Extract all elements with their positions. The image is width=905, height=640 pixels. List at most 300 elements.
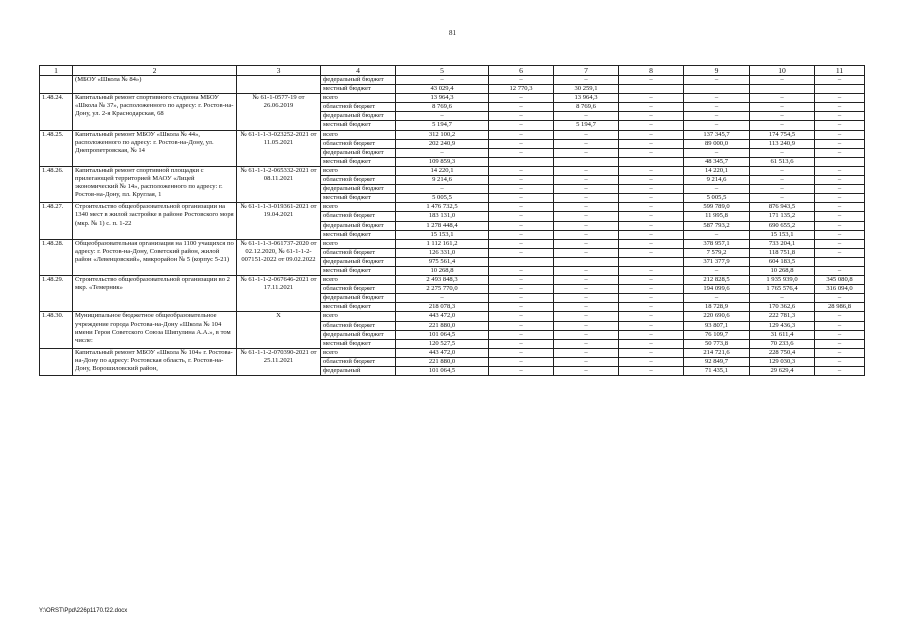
amount-cell: – — [554, 185, 619, 194]
funding-source-label: федеральный бюджет — [321, 185, 396, 194]
amount-cell: – — [554, 194, 619, 203]
amount-cell: – — [489, 248, 554, 257]
amount-cell: – — [815, 230, 865, 239]
amount-cell: – — [750, 112, 815, 121]
amount-cell: – — [684, 230, 750, 239]
amount-cell: – — [619, 148, 684, 157]
amount-cell: – — [396, 76, 489, 85]
amount-cell: – — [554, 330, 619, 339]
amount-cell: – — [396, 148, 489, 157]
amount-cell: 61 513,6 — [750, 157, 815, 166]
funding-source-label: федеральный бюджет — [321, 257, 396, 266]
amount-cell: – — [750, 176, 815, 185]
amount-cell: – — [815, 185, 865, 194]
amount-cell: – — [554, 221, 619, 230]
amount-cell: – — [815, 266, 865, 275]
amount-cell: – — [554, 248, 619, 257]
amount-cell: 109 859,3 — [396, 157, 489, 166]
amount-cell: – — [684, 76, 750, 85]
amount-cell: 129 436,3 — [750, 321, 815, 330]
budget-table — [39, 65, 865, 376]
amount-cell: – — [554, 303, 619, 312]
funding-source-label: областной бюджет — [321, 285, 396, 294]
amount-cell: 137 345,7 — [684, 130, 750, 139]
amount-cell: 76 109,7 — [684, 330, 750, 339]
funding-source-label: всего — [321, 203, 396, 212]
amount-cell: – — [815, 194, 865, 203]
table-row — [40, 312, 865, 321]
amount-cell: 220 690,6 — [684, 312, 750, 321]
amount-cell: – — [619, 367, 684, 376]
amount-cell: – — [619, 321, 684, 330]
amount-cell: – — [489, 285, 554, 294]
amount-cell: – — [489, 230, 554, 239]
table-row — [40, 276, 865, 285]
amount-cell: – — [489, 139, 554, 148]
amount-cell: – — [684, 112, 750, 121]
amount-cell: 93 807,1 — [684, 321, 750, 330]
item-name: Строительство общеобразовательной организации на 1340 мест в жилой застройке в районе Ростовского моря (мкр. № 1) с. п. 1-22 — [73, 203, 237, 239]
amount-cell: – — [489, 185, 554, 194]
amount-cell: 30 259,1 — [554, 85, 619, 94]
funding-source-label: всего — [321, 239, 396, 248]
table-row — [40, 76, 865, 85]
item-name: Строительство общеобразовательной организации во 2 мкр. «Темерник» — [73, 276, 237, 312]
amount-cell: 218 078,3 — [396, 303, 489, 312]
amount-cell — [815, 157, 865, 166]
amount-cell: – — [489, 239, 554, 248]
funding-source-label: федеральный — [321, 367, 396, 376]
amount-cell — [554, 257, 619, 266]
amount-cell: 312 100,2 — [396, 130, 489, 139]
amount-cell: 221 880,0 — [396, 321, 489, 330]
amount-cell: 7 579,2 — [684, 248, 750, 257]
table-row — [40, 166, 865, 175]
amount-cell: 5 194,7 — [554, 121, 619, 130]
item-document: № 61-1-1-2-067646-2021 от 17.11.2021 — [237, 276, 321, 312]
amount-cell: – — [489, 330, 554, 339]
amount-cell: 212 828,5 — [684, 276, 750, 285]
item-document: № 61-1-1-3-061737-2020 от 02.12.2020, № 61-1-1-2-007151-2022 от 09.02.2022 — [237, 239, 321, 275]
funding-source-label: всего — [321, 312, 396, 321]
amount-cell: – — [554, 203, 619, 212]
amount-cell: – — [554, 76, 619, 85]
amount-cell: – — [619, 166, 684, 175]
funding-source-label: областной бюджет — [321, 357, 396, 366]
amount-cell: – — [489, 294, 554, 303]
amount-cell: 48 345,7 — [684, 157, 750, 166]
funding-source-label: областной бюджет — [321, 321, 396, 330]
amount-cell: – — [554, 312, 619, 321]
amount-cell: – — [750, 166, 815, 175]
table-row — [40, 239, 865, 248]
funding-source-label: областной бюджет — [321, 212, 396, 221]
item-name: Капитальный ремонт МБОУ «Школа № 104» г. Ростова-на-Дону по адресу: Ростовская область, г. Ростов-на-Дону, Ворошиловский район, — [73, 348, 237, 375]
item-number: 1.48.24. — [40, 94, 73, 130]
amount-cell: – — [815, 121, 865, 130]
amount-cell: – — [815, 94, 865, 103]
amount-cell: 1 476 732,5 — [396, 203, 489, 212]
amount-cell: – — [489, 357, 554, 366]
item-number: 1.48.29. — [40, 276, 73, 312]
amount-cell: – — [750, 294, 815, 303]
amount-cell: – — [554, 230, 619, 239]
amount-cell: 222 781,3 — [750, 312, 815, 321]
amount-cell: – — [554, 339, 619, 348]
amount-cell: – — [489, 76, 554, 85]
amount-cell: – — [619, 139, 684, 148]
amount-cell: – — [619, 348, 684, 357]
amount-cell: – — [815, 221, 865, 230]
amount-cell: – — [619, 357, 684, 366]
amount-cell: – — [750, 148, 815, 157]
amount-cell: – — [684, 266, 750, 275]
amount-cell: – — [554, 239, 619, 248]
column-header: 3 — [237, 66, 321, 76]
amount-cell: – — [815, 294, 865, 303]
amount-cell: – — [554, 112, 619, 121]
amount-cell: – — [684, 148, 750, 157]
amount-cell: 101 064,5 — [396, 330, 489, 339]
funding-source-label: всего — [321, 166, 396, 175]
funding-source-label: местный бюджет — [321, 194, 396, 203]
amount-cell: – — [815, 357, 865, 366]
amount-cell: 183 131,0 — [396, 212, 489, 221]
amount-cell: – — [815, 239, 865, 248]
amount-cell: 443 472,0 — [396, 348, 489, 357]
amount-cell: 18 728,9 — [684, 303, 750, 312]
funding-source-label: местный бюджет — [321, 230, 396, 239]
item-name: Муниципальное бюджетное общеобразовательное учреждение города Ростова-на-Дону «Школа № 104 имени Героя Советского Союза Шипулина А.А.», в том числе: — [73, 312, 237, 348]
amount-cell: – — [815, 139, 865, 148]
amount-cell — [554, 157, 619, 166]
amount-cell: – — [489, 266, 554, 275]
amount-cell: 371 377,9 — [684, 257, 750, 266]
footer-file-path: Y:\ORST\Ppd\226p1170.f22.docx — [39, 608, 128, 614]
amount-cell — [619, 157, 684, 166]
item-number: 1.48.27. — [40, 203, 73, 239]
amount-cell: 120 527,5 — [396, 339, 489, 348]
amount-cell: – — [554, 139, 619, 148]
amount-cell: 92 849,7 — [684, 357, 750, 366]
funding-source-label: всего — [321, 130, 396, 139]
amount-cell: – — [619, 294, 684, 303]
amount-cell: – — [489, 176, 554, 185]
funding-source-label: всего — [321, 94, 396, 103]
funding-source-label: местный бюджет — [321, 85, 396, 94]
amount-cell: 31 611,4 — [750, 330, 815, 339]
amount-cell: 15 153,1 — [396, 230, 489, 239]
funding-source-label: федеральный бюджет — [321, 76, 396, 85]
table-row — [40, 94, 865, 103]
amount-cell: – — [554, 176, 619, 185]
funding-source-label: федеральный бюджет — [321, 330, 396, 339]
amount-cell: – — [489, 148, 554, 157]
amount-cell: 14 220,1 — [396, 166, 489, 175]
amount-cell: – — [815, 130, 865, 139]
amount-cell: 345 080,8 — [815, 276, 865, 285]
amount-cell: 126 331,0 — [396, 248, 489, 257]
amount-cell: 71 435,1 — [684, 367, 750, 376]
column-header: 9 — [684, 66, 750, 76]
amount-cell: – — [619, 130, 684, 139]
amount-cell — [750, 85, 815, 94]
column-header: 11 — [815, 66, 865, 76]
column-header: 1 — [40, 66, 73, 76]
amount-cell — [619, 257, 684, 266]
amount-cell: – — [489, 303, 554, 312]
amount-cell: – — [684, 103, 750, 112]
amount-cell: – — [489, 339, 554, 348]
amount-cell: – — [396, 112, 489, 121]
item-number: 1.48.26. — [40, 166, 73, 202]
amount-cell: – — [619, 285, 684, 294]
amount-cell: 1 765 576,4 — [750, 285, 815, 294]
amount-cell: 171 135,2 — [750, 212, 815, 221]
amount-cell: – — [815, 176, 865, 185]
amount-cell: – — [554, 285, 619, 294]
amount-cell: 599 789,0 — [684, 203, 750, 212]
item-number — [40, 348, 73, 375]
amount-cell: 170 362,6 — [750, 303, 815, 312]
amount-cell: – — [815, 248, 865, 257]
table-row — [40, 203, 865, 212]
amount-cell: – — [750, 121, 815, 130]
column-header: 10 — [750, 66, 815, 76]
amount-cell: – — [554, 166, 619, 175]
amount-cell: – — [489, 321, 554, 330]
funding-source-label: областной бюджет — [321, 248, 396, 257]
amount-cell: – — [815, 339, 865, 348]
item-number: 1.48.28. — [40, 239, 73, 275]
amount-cell: – — [684, 121, 750, 130]
amount-cell: 174 754,5 — [750, 130, 815, 139]
funding-source-label: местный бюджет — [321, 303, 396, 312]
item-document: № 61-1-1-2-070390-2021 от 25.11.2021 — [237, 348, 321, 375]
amount-cell: 443 472,0 — [396, 312, 489, 321]
column-header: 4 — [321, 66, 396, 76]
funding-source-label: местный бюджет — [321, 157, 396, 166]
amount-cell: – — [619, 230, 684, 239]
amount-cell: 29 629,4 — [750, 367, 815, 376]
amount-cell: – — [815, 321, 865, 330]
amount-cell: 15 153,1 — [750, 230, 815, 239]
amount-cell: 8 769,6 — [396, 103, 489, 112]
amount-cell: – — [815, 212, 865, 221]
table-row — [40, 348, 865, 357]
item-document: № 61-1-1-2-065332-2021 от 08.11.2021 — [237, 166, 321, 202]
amount-cell: 1 112 161,2 — [396, 239, 489, 248]
amount-cell: – — [554, 130, 619, 139]
column-header: 8 — [619, 66, 684, 76]
amount-cell: 194 099,6 — [684, 285, 750, 294]
amount-cell: – — [684, 94, 750, 103]
item-number: 1.48.30. — [40, 312, 73, 348]
amount-cell: 10 268,8 — [396, 266, 489, 275]
item-name: Капитальный ремонт спортивного стадиона МБОУ «Школа № 37», расположенного по адресу: г. Ростов-на-Дону, ул. 2-я Краснодарская, 68 — [73, 94, 237, 130]
amount-cell: – — [619, 248, 684, 257]
amount-cell: 9 214,6 — [396, 176, 489, 185]
amount-cell: – — [815, 148, 865, 157]
amount-cell: – — [489, 166, 554, 175]
amount-cell: 118 751,8 — [750, 248, 815, 257]
amount-cell: – — [554, 212, 619, 221]
amount-cell — [684, 85, 750, 94]
amount-cell: – — [396, 185, 489, 194]
amount-cell: 202 240,9 — [396, 139, 489, 148]
amount-cell: – — [619, 94, 684, 103]
column-header: 2 — [73, 66, 237, 76]
amount-cell: – — [619, 221, 684, 230]
amount-cell: – — [619, 276, 684, 285]
amount-cell: 378 957,1 — [684, 239, 750, 248]
column-header: 5 — [396, 66, 489, 76]
amount-cell: – — [489, 367, 554, 376]
item-document: Х — [237, 312, 321, 348]
funding-source-label: областной бюджет — [321, 139, 396, 148]
amount-cell: – — [815, 166, 865, 175]
column-number-row — [40, 66, 865, 76]
amount-cell: 11 995,8 — [684, 212, 750, 221]
amount-cell: 8 769,6 — [554, 103, 619, 112]
funding-source-label: федеральный бюджет — [321, 148, 396, 157]
amount-cell: – — [489, 112, 554, 121]
item-name: (МБОУ «Школа № 84») — [73, 76, 237, 94]
amount-cell: – — [619, 76, 684, 85]
item-name: Капитальный ремонт МБОУ «Школа № 44», расположенного по адресу: г. Ростов-на-Дону, ул. Днепропетровская, № 14 — [73, 130, 237, 166]
amount-cell: – — [489, 312, 554, 321]
page-number: 81 — [449, 29, 456, 37]
item-document: № 61-1-0577-19 от 26.06.2019 — [237, 94, 321, 130]
amount-cell: – — [489, 348, 554, 357]
funding-source-label: всего — [321, 276, 396, 285]
amount-cell: 113 240,9 — [750, 139, 815, 148]
item-number — [40, 76, 73, 94]
amount-cell: – — [815, 348, 865, 357]
amount-cell: – — [619, 266, 684, 275]
amount-cell: – — [619, 203, 684, 212]
amount-cell: – — [619, 103, 684, 112]
funding-source-label: местный бюджет — [321, 339, 396, 348]
amount-cell: – — [750, 94, 815, 103]
amount-cell — [489, 157, 554, 166]
amount-cell: 733 204,1 — [750, 239, 815, 248]
amount-cell: – — [396, 294, 489, 303]
amount-cell: – — [815, 203, 865, 212]
amount-cell: – — [554, 367, 619, 376]
amount-cell: – — [489, 130, 554, 139]
amount-cell: – — [554, 357, 619, 366]
amount-cell: 876 943,5 — [750, 203, 815, 212]
amount-cell: 10 268,8 — [750, 266, 815, 275]
item-name: Капитальный ремонт спортивной площадки с прилегающей территорией МАОУ «Лицей экономический № 14», расположенного по адресу: г. Ростов-на-Дону, пл. Круглая, 1 — [73, 166, 237, 202]
amount-cell: 316 094,0 — [815, 285, 865, 294]
amount-cell: – — [815, 367, 865, 376]
amount-cell: 5 194,7 — [396, 121, 489, 130]
amount-cell: – — [815, 312, 865, 321]
amount-cell: 70 233,6 — [750, 339, 815, 348]
amount-cell — [815, 85, 865, 94]
amount-cell: 13 964,3 — [396, 94, 489, 103]
amount-cell: – — [750, 103, 815, 112]
amount-cell: – — [815, 112, 865, 121]
table-row — [40, 130, 865, 139]
amount-cell: 5 005,5 — [684, 194, 750, 203]
amount-cell: 228 750,4 — [750, 348, 815, 357]
amount-cell: – — [750, 194, 815, 203]
amount-cell: 2 275 770,0 — [396, 285, 489, 294]
funding-source-label: областной бюджет — [321, 103, 396, 112]
amount-cell — [619, 85, 684, 94]
amount-cell: 12 770,3 — [489, 85, 554, 94]
amount-cell: – — [815, 330, 865, 339]
amount-cell: – — [554, 148, 619, 157]
funding-source-label: всего — [321, 348, 396, 357]
amount-cell: 214 721,6 — [684, 348, 750, 357]
amount-cell: – — [619, 239, 684, 248]
amount-cell: – — [489, 121, 554, 130]
amount-cell: – — [619, 185, 684, 194]
amount-cell: – — [554, 266, 619, 275]
amount-cell — [815, 257, 865, 266]
amount-cell: 1 278 448,4 — [396, 221, 489, 230]
amount-cell: 1 935 939,0 — [750, 276, 815, 285]
amount-cell: – — [619, 330, 684, 339]
amount-cell: 129 030,3 — [750, 357, 815, 366]
amount-cell: – — [619, 303, 684, 312]
amount-cell: 5 005,5 — [396, 194, 489, 203]
amount-cell: – — [684, 294, 750, 303]
amount-cell: 89 000,0 — [684, 139, 750, 148]
amount-cell: – — [489, 194, 554, 203]
item-document — [237, 76, 321, 94]
amount-cell: – — [489, 94, 554, 103]
amount-cell: 14 220,1 — [684, 166, 750, 175]
amount-cell: – — [619, 312, 684, 321]
amount-cell: – — [489, 276, 554, 285]
item-name: Общеобразовательная организация на 1100 учащихся по адресу: г. Ростов-на-Дону, Советский район, жилой район «Левенцовский», микрорайон № 5 (корпус 5-21) — [73, 239, 237, 275]
amount-cell: – — [815, 76, 865, 85]
funding-source-label: федеральный бюджет — [321, 294, 396, 303]
column-header: 6 — [489, 66, 554, 76]
amount-cell: 221 880,0 — [396, 357, 489, 366]
amount-cell — [489, 257, 554, 266]
amount-cell: 101 064,5 — [396, 367, 489, 376]
column-header: 7 — [554, 66, 619, 76]
amount-cell: – — [554, 294, 619, 303]
amount-cell: – — [619, 112, 684, 121]
amount-cell: – — [554, 348, 619, 357]
funding-source-label: федеральный бюджет — [321, 221, 396, 230]
item-document: № 61-1-1-3-019361-2021 от 19.04.2021 — [237, 203, 321, 239]
amount-cell: – — [489, 221, 554, 230]
amount-cell: 587 793,2 — [684, 221, 750, 230]
amount-cell: – — [489, 203, 554, 212]
amount-cell: – — [489, 212, 554, 221]
amount-cell: – — [684, 185, 750, 194]
amount-cell: 9 214,6 — [684, 176, 750, 185]
amount-cell: 13 964,3 — [554, 94, 619, 103]
amount-cell: – — [619, 212, 684, 221]
amount-cell: – — [619, 339, 684, 348]
funding-source-label: местный бюджет — [321, 121, 396, 130]
funding-source-label: федеральный бюджет — [321, 112, 396, 121]
item-document: № 61-1-1-3-023252-2021 от 11.05.2021 — [237, 130, 321, 166]
amount-cell: – — [750, 185, 815, 194]
amount-cell: – — [489, 103, 554, 112]
amount-cell: – — [815, 103, 865, 112]
item-number: 1.48.25. — [40, 130, 73, 166]
